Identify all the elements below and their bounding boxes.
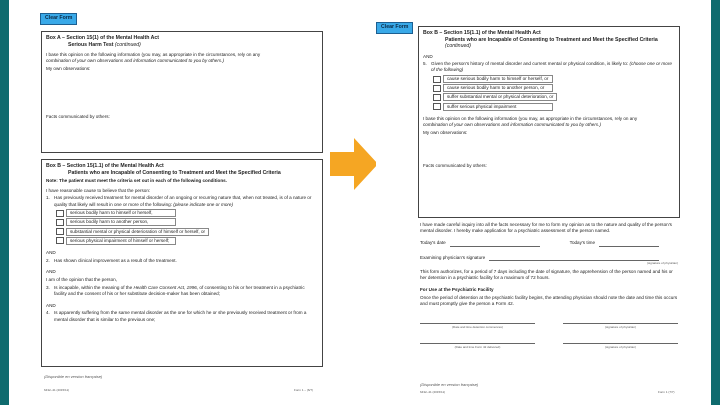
box-a-others-field[interactable] [46, 121, 318, 161]
and-label: AND [423, 53, 433, 59]
todays-date-input[interactable] [450, 242, 540, 247]
box-b-right [418, 26, 680, 218]
box-b-note: Note: The patient must meet the criteria set out in each of the following conditions. [46, 178, 227, 183]
checkbox-row: serious bodily harm to himself or herself, [56, 209, 318, 217]
checkbox[interactable] [433, 94, 441, 101]
right-edge-bar [711, 0, 720, 405]
checkbox-row: cause serious bodily harm to another person, or [433, 84, 675, 92]
footer-french-left: (Disponible en version française) [44, 374, 103, 379]
condition-3: 3. Is incapable, within the meaning of the Health Care Consent Act, 1996, of consenting to his or her treatment in a psychiatric facility and the consent of his or her substitute decision-maker has been obtained; [46, 284, 305, 296]
condition-5: 5. Given the person's history of mental disorder and current mental or physical condition, is likely to: (choose one or more of the following) [423, 61, 672, 73]
physician-signature-field-2[interactable]: (signature of physician) [563, 323, 678, 329]
box-b-left-title: Box B – Section 15(1.1) of the Mental Health Act Patients who are Incapable of Consenting to Treatment and Meet the Specified Criteria [46, 163, 281, 176]
signature-caption: (signature of physician) [646, 260, 678, 265]
checkbox-row: suffer substantial mental or physical deterioration, or [433, 93, 675, 101]
physician-signature-field-3[interactable]: (signature of physician) [563, 343, 678, 349]
facility-heading: For Use at the Psychiatric Facility [420, 287, 494, 293]
opinion-text: I am of the opinion that the person, [46, 277, 117, 283]
box-b-own-observations-field[interactable] [423, 137, 675, 163]
physician-signature-field[interactable] [489, 256, 659, 261]
physician-section [420, 222, 678, 349]
footer-page-left: Form 1 – (6/7) [294, 388, 314, 392]
todays-date-label: Today's date [420, 240, 446, 246]
checkbox[interactable] [56, 210, 64, 217]
right-arrow-icon [330, 138, 378, 190]
box-b-others-label: Facts communicated by others: [423, 163, 487, 169]
checkbox[interactable] [433, 103, 441, 110]
box-a-title: Box A – Section 15(1) of the Mental Health Act Serious Harm Test (continued) [46, 35, 159, 48]
footer-french-right: (Disponible en version française) [420, 382, 479, 387]
box-a-own-observations-field[interactable] [46, 74, 318, 114]
box-a-own-observations-label: My own observations: [46, 65, 91, 71]
box-a-basis-text: I base this opinion on the following information (you may, as appropriate in the circumstances, rely on any combination of your own observations and information communicated to you by others.) [46, 52, 261, 64]
checkbox-row: serious bodily harm to another person, [56, 218, 318, 226]
checkbox-row: cause serious bodily harm to himself or herself, or [433, 75, 675, 83]
right-form-page [376, 4, 681, 404]
todays-time-label: Today's time [569, 240, 596, 246]
reasonable-cause-text: I have reasonable cause to believe that the person: [46, 187, 151, 193]
and-label: AND [46, 269, 56, 275]
condition-2: 2. Has shown clinical improvement as a result of the treatment. [46, 257, 177, 263]
detention-start-field[interactable]: (Date and time detention commences) [420, 323, 535, 329]
footer-page-right: Form 1 (7/7) [658, 390, 675, 394]
checkbox-row: serious physical impairment of himself or herself; [56, 237, 318, 245]
checkbox[interactable] [56, 228, 64, 235]
clear-form-button-right[interactable]: Clear Form [376, 22, 413, 34]
left-edge-bar [0, 0, 9, 405]
box-a-others-label: Facts communicated by others: [46, 113, 110, 119]
box-b-left [41, 159, 323, 367]
examining-physician-label: Examining physician's signature [420, 254, 486, 260]
checkbox[interactable] [56, 237, 64, 244]
clear-form-button-left[interactable]: Clear Form [40, 13, 77, 25]
form42-delivered-field[interactable]: (Date and time Form 42 delivered) [420, 343, 535, 349]
checkbox-row: suffer serious physical impairment [433, 103, 675, 111]
box-b-right-title: Box B – Section 15(1.1) of the Mental Health Act Patients who are Incapable of Consenting to Treatment and Meet the Specified Criteria (continued) [423, 30, 658, 49]
facility-text: Once the period of detention at the psychiatric facility begins, the attending physician should note the date and time this occurs and must promptly give the person a Form 42. [420, 294, 678, 307]
box-b-basis-text: I base this opinion on the following information (you may, as appropriate in the circumstances, rely on any combination of your own observations and information communicated to you by others.) [423, 115, 638, 127]
box-b-others-field[interactable] [423, 171, 675, 191]
box-a [41, 31, 323, 153]
footer-code-right: 6432–41 (2015/11) [420, 390, 446, 394]
and-label: AND [46, 302, 56, 308]
inquiry-text: I have made careful inquiry into all the facts necessary for me to form my opinion as to the nature and quality of the person's mental disorder. I hereby make application for a psychiatric assessment of the person named. [420, 222, 672, 234]
box-b-own-observations-label: My own observations: [423, 129, 468, 135]
and-label: AND [46, 250, 56, 255]
condition-1: 1. Has previously received treatment for mental disorder of an ongoing or recurring nature that, when not treated, is of a nature or quality that likely will result in one or more of the following: (please indicate one or more) [46, 195, 312, 207]
checkbox-row: substantial mental or physical deterioration of himself or herself, or [56, 228, 318, 236]
left-form-page [36, 4, 326, 404]
authorization-text: This form authorizes, for a period of 7 days including the date of signature, the apprehension of the person named and his or her detention in a psychiatric facility for a maximum of 72 hours. [420, 268, 673, 280]
checkbox[interactable] [433, 85, 441, 92]
todays-time-input[interactable] [599, 242, 659, 247]
checkbox[interactable] [433, 76, 441, 83]
condition-4: 4. Is apparently suffering from the same mental disorder as the one for which he or she previously received treatment or from a mental disorder that is similar to the previous one; [46, 310, 307, 322]
checkbox[interactable] [56, 219, 64, 226]
footer-code-left: 6432–41 (2015/11) [44, 388, 70, 392]
